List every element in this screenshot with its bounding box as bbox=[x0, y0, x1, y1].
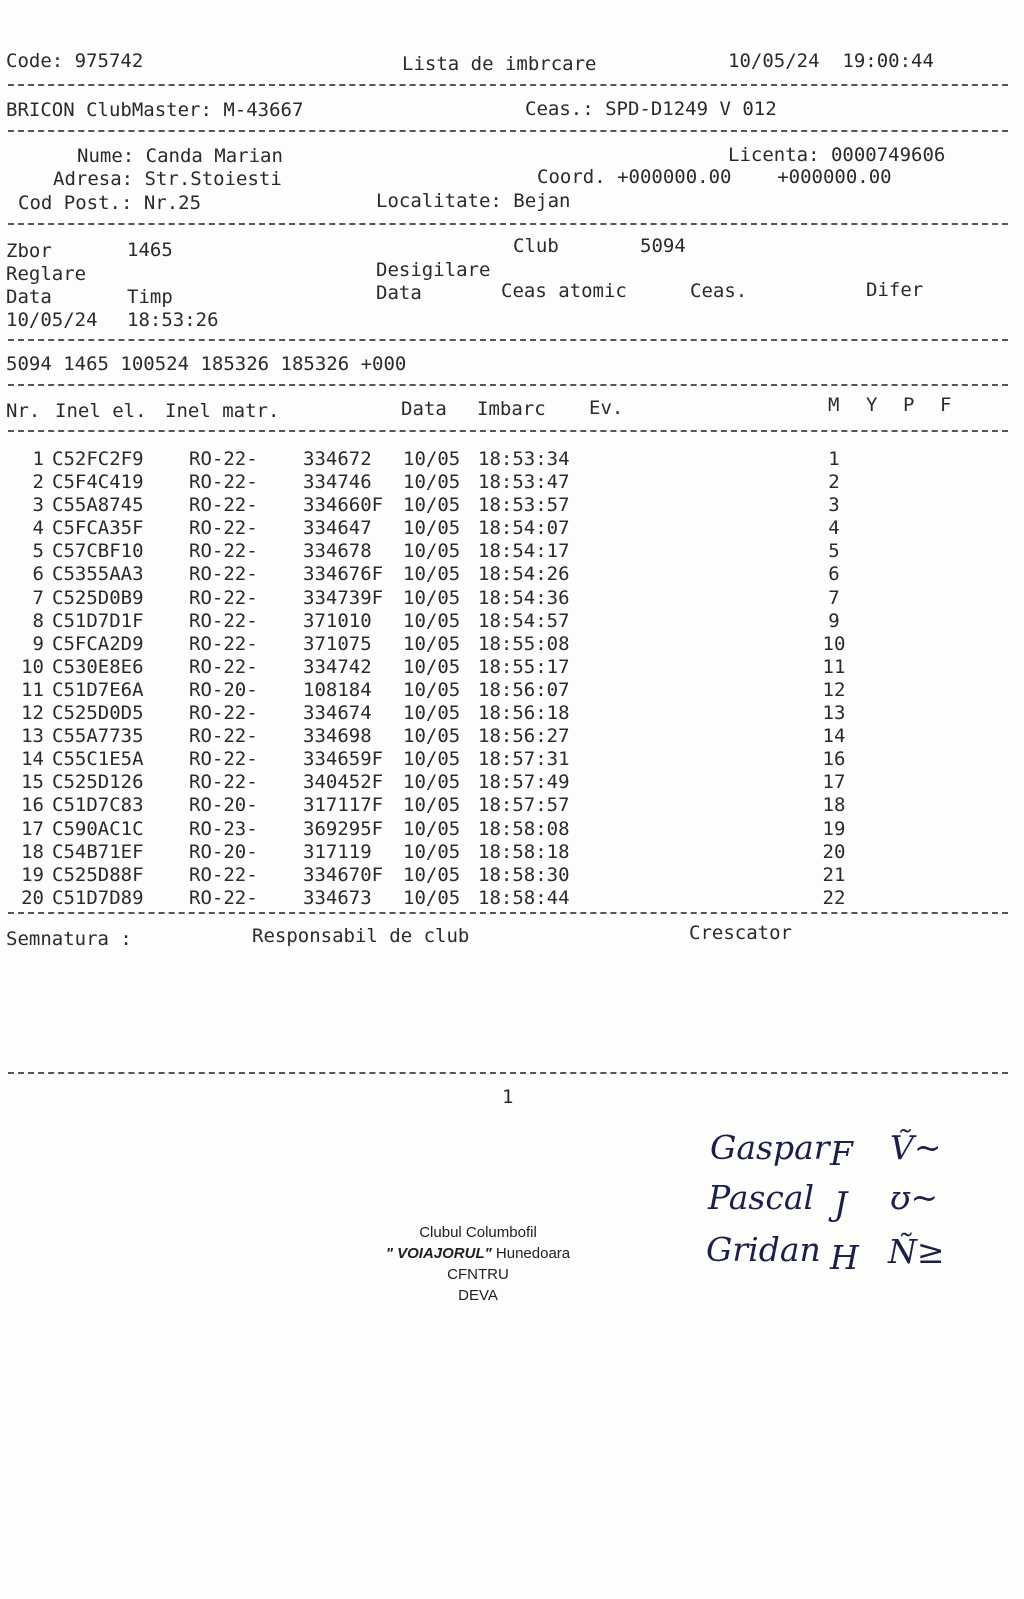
handwritten-mark-2: ʊ~ bbox=[890, 1178, 939, 1217]
col-event: Ev. bbox=[589, 397, 624, 419]
electronic-ring: C55C1E5A bbox=[52, 748, 144, 771]
ring-prefix: RO-22- bbox=[189, 517, 258, 540]
col-nr: Nr. bbox=[6, 400, 41, 422]
flight-label: Zbor bbox=[6, 240, 52, 262]
basket-position: 20 bbox=[822, 840, 846, 863]
electronic-ring: C55A7735 bbox=[52, 725, 144, 748]
clock-label: Ceas. bbox=[690, 280, 748, 302]
unsealing-label: Desigilare bbox=[376, 259, 491, 281]
boarding-time: 18:56:27 bbox=[478, 725, 570, 748]
separator bbox=[8, 339, 1008, 341]
setting-date: 10/05/24 bbox=[6, 309, 98, 331]
separator bbox=[8, 130, 1008, 132]
row-number: 20 bbox=[21, 886, 44, 909]
electronic-ring: C51D7C83 bbox=[52, 794, 144, 817]
table-row bbox=[8, 517, 854, 540]
boarding-time: 18:58:44 bbox=[478, 886, 570, 909]
table-row bbox=[8, 748, 854, 771]
col-date: Data bbox=[401, 398, 447, 420]
ring-prefix: RO-22- bbox=[189, 563, 258, 586]
boarding-time: 18:54:07 bbox=[478, 517, 570, 540]
basket-position: 3 bbox=[828, 494, 840, 517]
unsealing-date-label: Data bbox=[376, 282, 422, 304]
handwritten-initial-2: J bbox=[834, 1184, 848, 1223]
basket-position: 16 bbox=[822, 748, 846, 771]
table-row bbox=[8, 471, 854, 494]
basket-position: 19 bbox=[822, 817, 846, 840]
ring-number: 340452F bbox=[303, 771, 384, 794]
ring-prefix: RO-23- bbox=[189, 817, 258, 840]
boarding-time: 18:57:31 bbox=[478, 748, 570, 771]
table-row bbox=[8, 563, 854, 586]
ring-number: 317117F bbox=[303, 794, 384, 817]
stamp-line-1: Clubul Columbofil bbox=[419, 1224, 537, 1241]
table-row bbox=[8, 540, 854, 563]
row-number: 6 bbox=[32, 563, 44, 586]
boarding-date: 10/05 bbox=[403, 725, 461, 748]
ring-prefix: RO-22- bbox=[189, 471, 258, 494]
ring-prefix: RO-22- bbox=[189, 609, 258, 632]
owner-postal-code: Cod Post.: Nr.25 bbox=[18, 192, 202, 214]
ring-prefix: RO-22- bbox=[189, 748, 258, 771]
ring-number: 334739F bbox=[303, 586, 384, 609]
table-row bbox=[8, 887, 854, 910]
boarding-date: 10/05 bbox=[403, 471, 461, 494]
ring-number: 334659F bbox=[303, 748, 384, 771]
electronic-ring: C54B71EF bbox=[52, 840, 144, 863]
setting-label: Reglare bbox=[6, 263, 87, 285]
boarding-time: 18:55:08 bbox=[478, 632, 570, 655]
clock-id: Ceas.: SPD-D1249 V 012 bbox=[525, 98, 777, 120]
row-number: 13 bbox=[21, 725, 44, 748]
boarding-date: 10/05 bbox=[403, 771, 461, 794]
row-number: 8 bbox=[32, 609, 44, 632]
document-title: Lista de imbrcare bbox=[402, 53, 597, 75]
row-number: 18 bbox=[21, 840, 44, 863]
owner-address: Adresa: Str.Stoiesti bbox=[53, 168, 282, 190]
club-stamp bbox=[328, 1222, 628, 1306]
owner-license: Licenta: 0000749606 bbox=[728, 144, 946, 166]
boarding-date: 10/05 bbox=[403, 863, 461, 886]
row-number: 12 bbox=[21, 702, 44, 725]
row-number: 16 bbox=[21, 794, 44, 817]
ring-prefix: RO-22- bbox=[189, 540, 258, 563]
table-row bbox=[8, 494, 854, 517]
boarding-time: 18:58:08 bbox=[478, 817, 570, 840]
boarding-time: 18:53:47 bbox=[478, 471, 570, 494]
stamp-club-name: " VOIAJORUL" bbox=[385, 1245, 492, 1262]
col-electronic-ring: Inel el. bbox=[55, 400, 147, 422]
ring-number: 334746 bbox=[303, 471, 372, 494]
owner-locality: Localitate: Bejan bbox=[376, 190, 571, 212]
boarding-date: 10/05 bbox=[403, 840, 461, 863]
electronic-ring: C52FC2F9 bbox=[52, 448, 144, 470]
row-number: 9 bbox=[32, 632, 44, 655]
handwritten-name-1: Gaspar bbox=[710, 1128, 830, 1167]
electronic-ring: C590AC1C bbox=[52, 817, 144, 840]
handwritten-mark-1: Ṽ~ bbox=[890, 1128, 942, 1167]
basket-position: 6 bbox=[828, 563, 840, 586]
stamp-line-3: CFNTRU bbox=[447, 1266, 509, 1283]
ring-prefix: RO-22- bbox=[189, 655, 258, 678]
separator bbox=[8, 1072, 1008, 1074]
table-row bbox=[8, 771, 854, 794]
table-row bbox=[8, 841, 854, 864]
basket-position: 17 bbox=[822, 771, 846, 794]
handwritten-mark-3: Ñ≥ bbox=[888, 1232, 945, 1271]
col-y: Y bbox=[866, 394, 878, 416]
boarding-time: 18:55:17 bbox=[478, 655, 570, 678]
ring-prefix: RO-22- bbox=[189, 448, 258, 470]
owner-coordinates: Coord. +000000.00 +000000.00 bbox=[537, 166, 892, 188]
handwritten-name-3: Gridan bbox=[706, 1230, 821, 1269]
table-row bbox=[8, 679, 854, 702]
boarding-time: 18:58:30 bbox=[478, 863, 570, 886]
ring-prefix: RO-22- bbox=[189, 632, 258, 655]
row-number: 3 bbox=[32, 494, 44, 517]
row-number: 10 bbox=[21, 655, 44, 678]
ring-number: 334676F bbox=[303, 563, 384, 586]
boarding-date: 10/05 bbox=[403, 655, 461, 678]
boarding-time: 18:56:07 bbox=[478, 678, 570, 701]
ring-prefix: RO-20- bbox=[189, 840, 258, 863]
boarding-time: 18:53:34 bbox=[478, 448, 570, 470]
handwritten-initial-1: F bbox=[830, 1134, 853, 1173]
page-number: 1 bbox=[502, 1086, 514, 1108]
electronic-ring: C525D0D5 bbox=[52, 702, 144, 725]
col-m: M bbox=[828, 394, 840, 416]
boarding-time: 18:54:36 bbox=[478, 586, 570, 609]
table-row bbox=[8, 818, 854, 841]
electronic-ring: C51D7D1F bbox=[52, 609, 144, 632]
print-code: Code: 975742 bbox=[6, 50, 144, 72]
ring-number: 334660F bbox=[303, 494, 384, 517]
basket-position: 4 bbox=[828, 517, 840, 540]
ring-prefix: RO-22- bbox=[189, 702, 258, 725]
row-number: 7 bbox=[32, 586, 44, 609]
boarding-time: 18:58:18 bbox=[478, 840, 570, 863]
ring-number: 371010 bbox=[303, 609, 372, 632]
basket-position: 10 bbox=[822, 632, 846, 655]
ring-prefix: RO-22- bbox=[189, 771, 258, 794]
ring-number: 334673 bbox=[303, 886, 372, 909]
ring-prefix: RO-20- bbox=[189, 794, 258, 817]
basket-position: 21 bbox=[822, 863, 846, 886]
basket-position: 5 bbox=[828, 540, 840, 563]
boarding-time: 18:54:57 bbox=[478, 609, 570, 632]
separator bbox=[8, 430, 1008, 432]
summary-line: 5094 1465 100524 185326 185326 +000 bbox=[6, 353, 407, 375]
ring-number: 334647 bbox=[303, 517, 372, 540]
club-responsible-label: Responsabil de club bbox=[252, 925, 470, 947]
ring-number: 334674 bbox=[303, 702, 372, 725]
electronic-ring: C57CBF10 bbox=[52, 540, 144, 563]
table-row bbox=[8, 633, 854, 656]
electronic-ring: C525D0B9 bbox=[52, 586, 144, 609]
stamp-line-4: DEVA bbox=[458, 1287, 498, 1304]
difference-label: Difer bbox=[866, 279, 924, 301]
club-label: Club bbox=[513, 235, 559, 257]
basket-position: 12 bbox=[822, 678, 846, 701]
basket-position: 18 bbox=[822, 794, 846, 817]
ring-prefix: RO-22- bbox=[189, 494, 258, 517]
ring-number: 334672 bbox=[303, 448, 372, 470]
boarding-time: 18:54:17 bbox=[478, 540, 570, 563]
club-number: 5094 bbox=[640, 235, 686, 257]
row-number: 15 bbox=[21, 771, 44, 794]
col-boarding: Imbarc bbox=[477, 398, 546, 420]
basket-position: 13 bbox=[822, 702, 846, 725]
col-p: P bbox=[903, 394, 915, 416]
ring-prefix: RO-22- bbox=[189, 863, 258, 886]
table-row bbox=[8, 864, 854, 887]
ring-number: 371075 bbox=[303, 632, 372, 655]
row-number: 17 bbox=[21, 817, 44, 840]
boarding-date: 10/05 bbox=[403, 448, 461, 470]
row-number: 11 bbox=[21, 678, 44, 701]
separator bbox=[8, 384, 1008, 386]
stamp-line-2 bbox=[328, 1243, 628, 1264]
boarding-date: 10/05 bbox=[403, 678, 461, 701]
table-row bbox=[8, 725, 854, 748]
print-datetime: 10/05/24 19:00:44 bbox=[728, 50, 934, 72]
boarding-date: 10/05 bbox=[403, 586, 461, 609]
boarding-date: 10/05 bbox=[403, 886, 461, 909]
handwritten-name-2: Pascal bbox=[708, 1178, 815, 1217]
date-label: Data bbox=[6, 286, 52, 308]
separator bbox=[8, 912, 1008, 914]
electronic-ring: C51D7D89 bbox=[52, 886, 144, 909]
boarding-date: 10/05 bbox=[403, 632, 461, 655]
electronic-ring: C525D126 bbox=[52, 771, 144, 794]
ring-prefix: RO-22- bbox=[189, 725, 258, 748]
table-row bbox=[8, 448, 854, 471]
boarding-time: 18:53:57 bbox=[478, 494, 570, 517]
setting-time: 18:53:26 bbox=[127, 309, 219, 331]
ring-number: 334742 bbox=[303, 655, 372, 678]
ring-number: 334678 bbox=[303, 540, 372, 563]
ring-number: 334698 bbox=[303, 725, 372, 748]
separator bbox=[8, 223, 1008, 225]
row-number: 19 bbox=[21, 863, 44, 886]
table-row bbox=[8, 794, 854, 817]
owner-name: Nume: Canda Marian bbox=[77, 145, 283, 167]
electronic-ring: C55A8745 bbox=[52, 494, 144, 517]
row-number: 14 bbox=[21, 748, 44, 771]
time-label: Timp bbox=[127, 286, 173, 308]
ring-prefix: RO-22- bbox=[189, 886, 258, 909]
boarding-date: 10/05 bbox=[403, 494, 461, 517]
boarding-date: 10/05 bbox=[403, 540, 461, 563]
stamp-city: Hunedoara bbox=[491, 1245, 571, 1262]
table-row bbox=[8, 656, 854, 679]
table-row bbox=[8, 610, 854, 633]
basket-position: 9 bbox=[828, 609, 840, 632]
ring-number: 334670F bbox=[303, 863, 384, 886]
electronic-ring: C530E8E6 bbox=[52, 655, 144, 678]
basket-position: 14 bbox=[822, 725, 846, 748]
handwritten-initial-3: H bbox=[830, 1238, 859, 1277]
basket-position: 11 bbox=[822, 655, 846, 678]
boarding-table bbox=[8, 448, 854, 910]
signature-label: Semnatura : bbox=[6, 928, 132, 950]
ring-prefix: RO-20- bbox=[189, 678, 258, 701]
electronic-ring: C525D88F bbox=[52, 863, 144, 886]
boarding-time: 18:56:18 bbox=[478, 702, 570, 725]
boarding-date: 10/05 bbox=[403, 794, 461, 817]
flight-number: 1465 bbox=[127, 239, 173, 261]
clubmaster-id: BRICON ClubMaster: M-43667 bbox=[6, 99, 304, 121]
boarding-date: 10/05 bbox=[403, 817, 461, 840]
table-row bbox=[8, 587, 854, 610]
basket-position: 7 bbox=[828, 586, 840, 609]
electronic-ring: C5FCA2D9 bbox=[52, 632, 144, 655]
ring-number: 369295F bbox=[303, 817, 384, 840]
boarding-date: 10/05 bbox=[403, 563, 461, 586]
row-number: 2 bbox=[32, 471, 44, 494]
basket-position: 1 bbox=[828, 448, 840, 470]
boarding-time: 18:57:57 bbox=[478, 794, 570, 817]
table-row bbox=[8, 702, 854, 725]
breeder-label: Crescator bbox=[689, 922, 792, 944]
row-number: 4 bbox=[32, 517, 44, 540]
boarding-date: 10/05 bbox=[403, 609, 461, 632]
electronic-ring: C5FCA35F bbox=[52, 517, 144, 540]
ring-number: 108184 bbox=[303, 678, 372, 701]
col-registration-ring: Inel matr. bbox=[165, 400, 280, 422]
atomic-clock-label: Ceas atomic bbox=[501, 280, 627, 302]
basket-position: 22 bbox=[822, 886, 846, 909]
boarding-time: 18:54:26 bbox=[478, 563, 570, 586]
basket-position: 2 bbox=[828, 471, 840, 494]
ring-prefix: RO-22- bbox=[189, 586, 258, 609]
electronic-ring: C5355AA3 bbox=[52, 563, 144, 586]
ring-number: 317119 bbox=[303, 840, 372, 863]
electronic-ring: C5F4C419 bbox=[52, 471, 144, 494]
boarding-date: 10/05 bbox=[403, 517, 461, 540]
electronic-ring: C51D7E6A bbox=[52, 678, 144, 701]
col-f: F bbox=[940, 394, 952, 416]
boarding-date: 10/05 bbox=[403, 702, 461, 725]
row-number: 1 bbox=[32, 448, 44, 470]
boarding-date: 10/05 bbox=[403, 748, 461, 771]
row-number: 5 bbox=[32, 540, 44, 563]
boarding-time: 18:57:49 bbox=[478, 771, 570, 794]
separator bbox=[8, 84, 1008, 86]
